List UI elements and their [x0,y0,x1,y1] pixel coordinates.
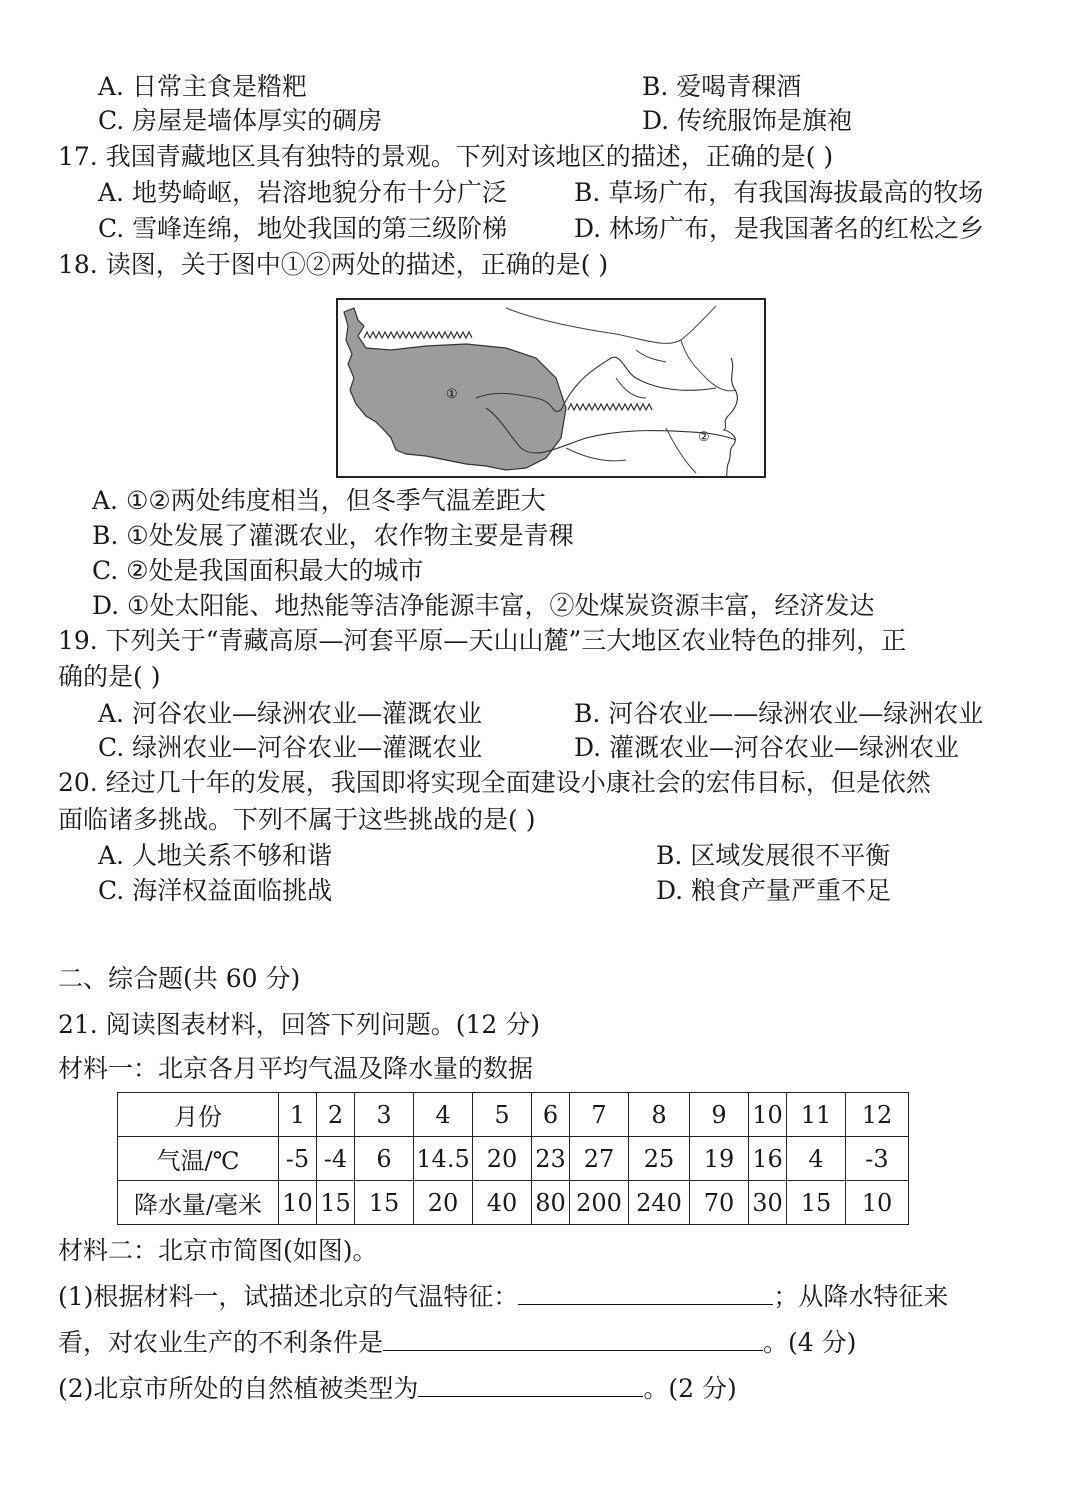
table-cell: -3 [846,1137,909,1181]
table-cell: -5 [279,1137,317,1181]
table-cell: 15 [787,1181,846,1225]
q17-option-b: B. 草场广布，有我国海拔最高的牧场 [574,178,984,207]
answer-blank-temperature[interactable] [518,1282,773,1305]
table-cell: 70 [690,1181,749,1225]
q17-stem: 17. 我国青藏地区具有独特的景观。下列对该地区的描述，正确的是( ) [58,142,834,171]
table-cell: 10 [846,1181,909,1225]
q21-part1-line1 [58,1280,948,1314]
table-cell: 40 [473,1181,532,1225]
table-cell: 15 [317,1181,355,1225]
q21-material1: 材料一：北京各月平均气温及降水量的数据 [58,1054,534,1083]
table-cell: 20 [414,1181,473,1225]
q19-option-c: C. 绿洲农业—河谷农业—灌溉农业 [98,733,483,762]
table-cell: 10 [749,1093,787,1137]
q20-option-d: D. 粮食产量严重不足 [656,876,892,905]
q19-option-a: A. 河谷农业—绿洲农业—灌溉农业 [98,699,482,728]
table-cell: 5 [473,1093,532,1137]
map-label-1: ① [446,387,458,402]
q18-option-a: A. ①②两处纬度相当，但冬季气温差距大 [92,486,546,515]
section2-title: 二、综合题(共 60 分) [58,964,301,993]
table-cell: 9 [690,1093,749,1137]
q16-option-c: C. 房屋是墙体厚实的碉房 [98,106,383,135]
table-cell: 11 [787,1093,846,1137]
q17-option-c: C. 雪峰连绵，地处我国的第三级阶梯 [98,214,508,243]
q20-stem-line1: 20. 经过几十年的发展，我国即将实现全面建设小康社会的宏伟目标，但是依然 [58,768,931,797]
table-cell: 2 [317,1093,355,1137]
table-cell: 30 [749,1181,787,1225]
q16-option-d: D. 传统服饰是旗袍 [642,106,853,135]
table-cell: 16 [749,1137,787,1181]
beijing-climate-table [117,1092,909,1225]
q21-part1-line2 [58,1326,856,1360]
table-cell: 8 [629,1093,690,1137]
q16-option-a: A. 日常主食是糌粑 [98,72,307,101]
table-row-temperature [118,1137,909,1181]
q20-stem-line2: 面临诸多挑战。下列不属于这些挑战的是( ) [58,805,536,834]
q17-option-d: D. 林场广布，是我国著名的红松之乡 [574,214,985,243]
table-precip-label: 降水量/毫米 [118,1181,279,1225]
table-cell: 240 [629,1181,690,1225]
table-cell: 14.5 [414,1137,473,1181]
q18-option-d: D. ①处太阳能、地热能等洁净能源丰富，②处煤炭资源丰富，经济发达 [92,591,875,620]
china-map-figure [336,298,766,478]
q21-part2-text-a: (2)北京市所处的自然植被类型为 [58,1374,419,1403]
table-header-label: 月份 [118,1093,279,1137]
q20-option-b: B. 区域发展很不平衡 [656,841,891,870]
q20-option-a: A. 人地关系不够和谐 [98,841,332,870]
table-cell: 4 [414,1093,473,1137]
table-cell: 200 [570,1181,629,1225]
table-cell: 6 [532,1093,570,1137]
table-cell: 20 [473,1137,532,1181]
table-cell: 25 [629,1137,690,1181]
table-cell: 27 [570,1137,629,1181]
q21-part1-text-d: 。(4 分) [763,1328,857,1357]
table-row-months [118,1093,909,1137]
answer-blank-vegetation[interactable] [418,1374,643,1397]
table-cell: 10 [279,1181,317,1225]
q21-part1-text-b: ；从降水特征来 [773,1282,949,1311]
q21-part1-text-a: (1)根据材料一，试描述北京的气温特征： [58,1282,519,1311]
table-cell: 12 [846,1093,909,1137]
table-temp-label: 气温/℃ [118,1137,279,1181]
q19-option-d: D. 灌溉农业—河谷农业—绿洲农业 [574,733,960,762]
q16-option-b: B. 爱喝青稞酒 [642,72,802,101]
q21-stem: 21. 阅读图表材料，回答下列问题。(12 分) [58,1010,540,1039]
table-cell: 4 [787,1137,846,1181]
q21-part2-text-b: 。(2 分) [643,1374,737,1403]
table-cell: 7 [570,1093,629,1137]
table-cell: 80 [532,1181,570,1225]
q19-stem-line2: 确的是( ) [58,662,161,691]
q19-stem-line1: 19. 下列关于“青藏高原—河套平原—天山山麓”三大地区农业特色的排列，正 [58,626,907,655]
q21-part1-text-c: 看，对农业生产的不利条件是 [58,1328,384,1357]
table-cell: 23 [532,1137,570,1181]
q18-option-b: B. ①处发展了灌溉农业，农作物主要是青稞 [92,521,574,550]
q17-option-a: A. 地势崎岖，岩溶地貌分布十分广泛 [98,178,507,207]
table-cell: 1 [279,1093,317,1137]
q21-material2: 材料二：北京市简图(如图)。 [58,1236,378,1265]
table-cell: -4 [317,1137,355,1181]
q19-option-b: B. 河谷农业——绿洲农业—绿洲农业 [574,699,984,728]
table-cell: 6 [355,1137,414,1181]
table-row-precipitation [118,1181,909,1225]
table-cell: 3 [355,1093,414,1137]
map-label-2: ② [698,430,710,445]
q18-option-c: C. ②处是我国面积最大的城市 [92,556,424,585]
answer-blank-precipitation[interactable] [383,1328,763,1351]
q21-part2-line [58,1372,737,1406]
table-cell: 15 [355,1181,414,1225]
q20-option-c: C. 海洋权益面临挑战 [98,876,333,905]
table-cell: 19 [690,1137,749,1181]
q18-stem: 18. 读图，关于图中①②两处的描述，正确的是( ) [58,250,609,279]
